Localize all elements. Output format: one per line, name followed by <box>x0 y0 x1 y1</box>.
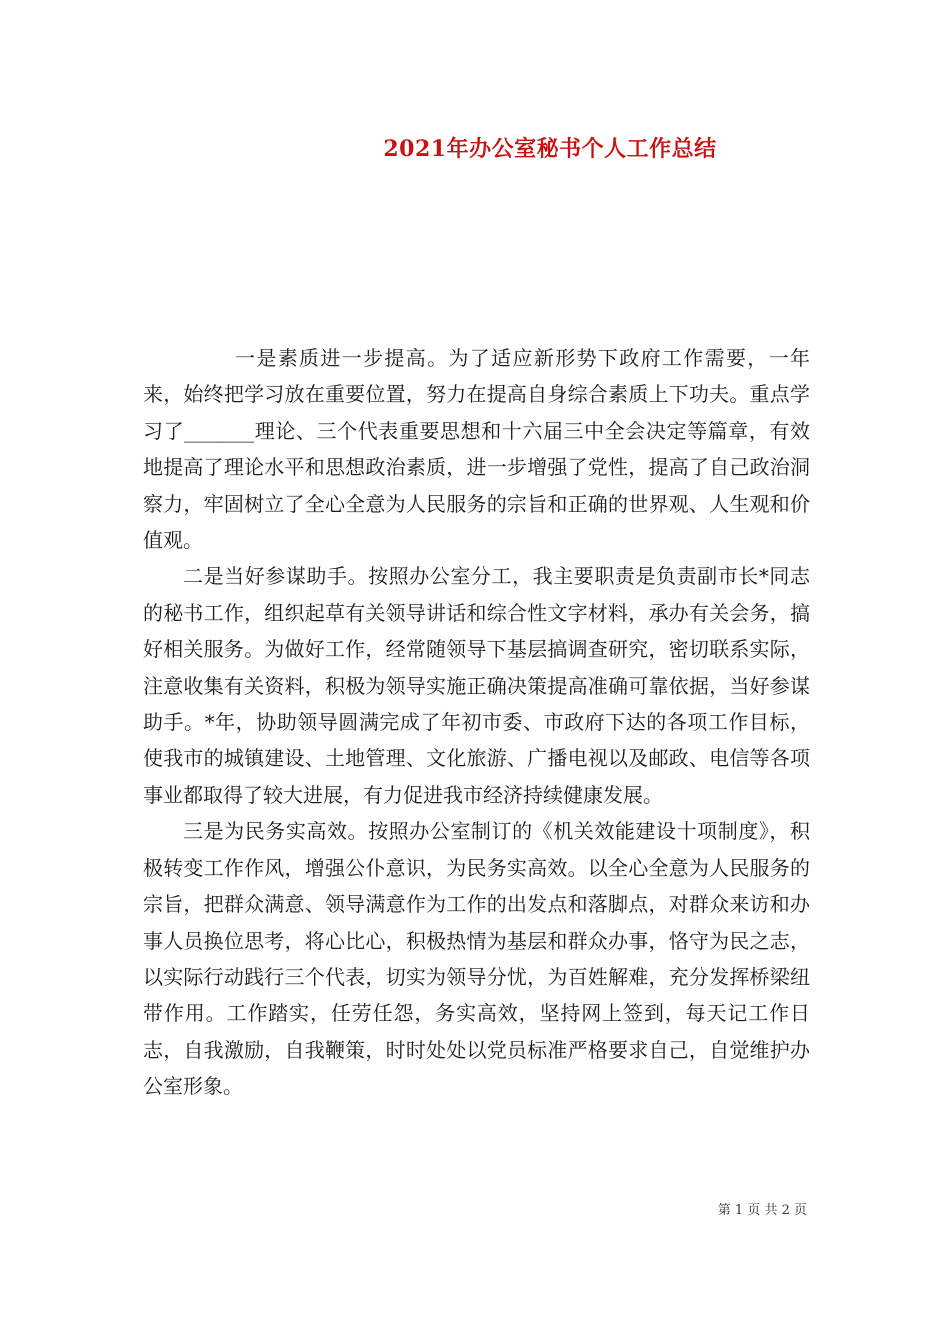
document-body <box>143 340 810 1105</box>
paragraph-2: 二是当好参谋助手。按照办公室分工，我主要职责是负责副市长*同志的秘书工作，组织起草有关领导讲话和综合性文字材料，承办有关会务，搞好相关服务。为做好工作，经常随领导下基层搞调查研究，密切联系实际，注意收集有关资料，积极为领导实施正确决策提高准确可靠依据，当好参谋助手。*年，协助领导圆满完成了年初市委、市政府下达的各项工作目标，使我市的城镇建设、土地管理、文化旅游、广播电视以及邮政、电信等各项事业都取得了较大进展，有力促进我市经济持续健康发展。 <box>143 564 810 807</box>
paragraph-3: 三是为民务实高效。按照办公室制订的《机关效能建设十项制度》，积极转变工作作风，增强公仆意识，为民务实高效。以全心全意为人民服务的宗旨，把群众满意、领导满意作为工作的出发点和落脚点，对群众来访和办事人员换位思考，将心比心，积极热情为基层和群众办事，恪守为民之志，以实际行动践行三个代表，切实为领导分忧，为百姓解难，充分发挥桥梁纽带作用。工作踏实，任劳任怨，务实高效，坚持网上签到，每天记工作日志，自我激励，自我鞭策，时时处处以党员标准严格要求自己，自觉维护办公室形象。 <box>143 819 810 1099</box>
paragraph-1: 一是素质进一步提高。为了适应新形势下政府工作需要，一年来，始终把学习放在重要位置，努力在提高自身综合素质上下功夫。重点学习了_______理论、三个代表重要思想和十六届三中全会决定等篇章，有效地提高了理论水平和思想政治素质，进一步增强了党性，提高了自己政治洞察力，牢固树立了全心全意为人民服务的宗旨和正确的世界观、人生观和价值观。 <box>143 346 810 553</box>
document-title: 2021年办公室秘书个人工作总结 <box>383 136 717 162</box>
page-number: 第 1 页 共 2 页 <box>717 1203 807 1218</box>
